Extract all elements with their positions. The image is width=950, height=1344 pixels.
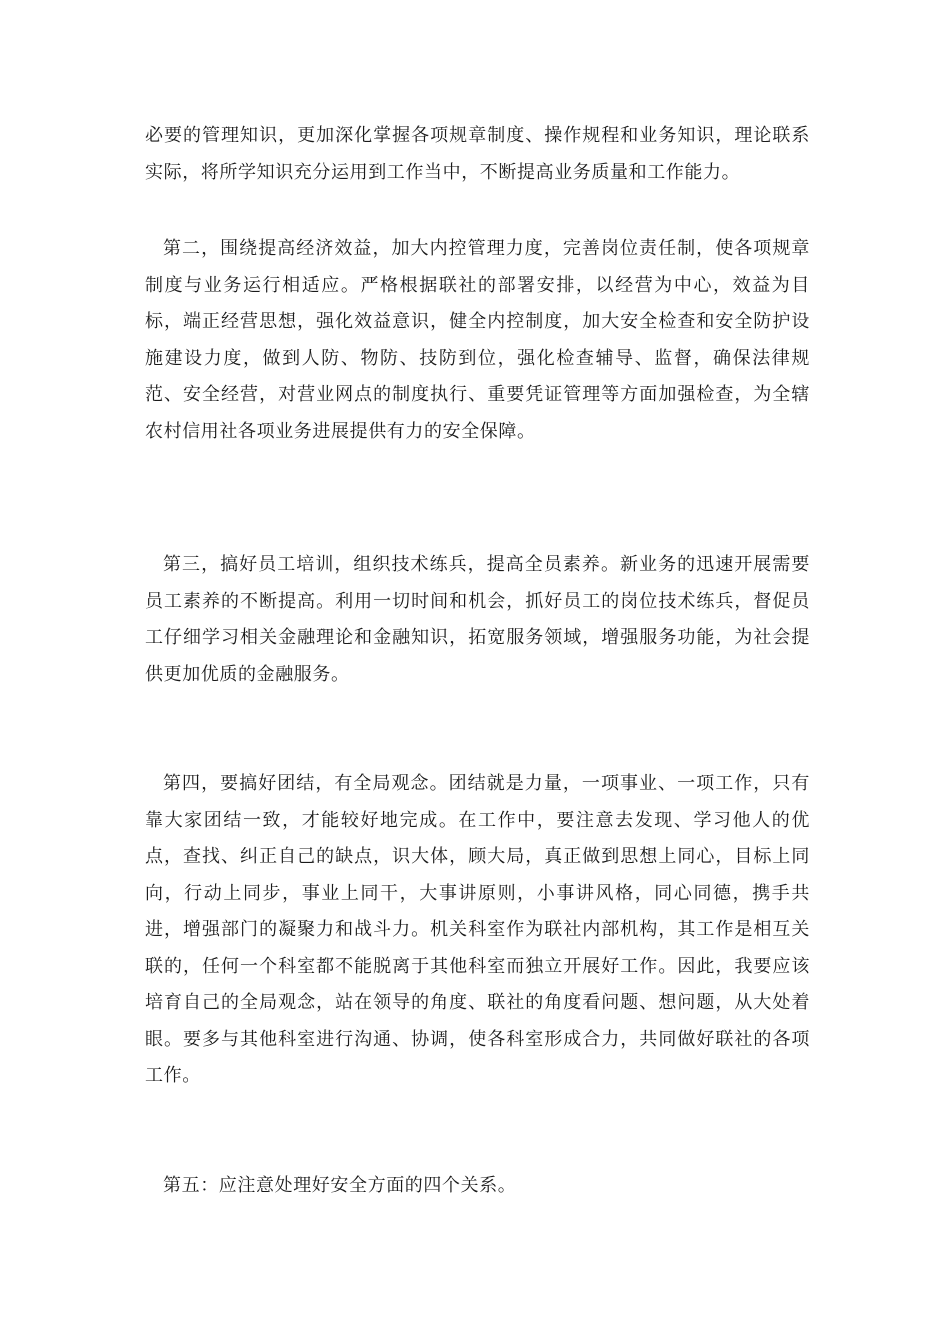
paragraph-third: 第三，搞好员工培训，组织技术练兵，提高全员素养。新业务的迅速开展需要员工素养的不断提高。利用一切时间和机会，抓好员工的岗位技术练兵，督促员工仔细学习相关金融理论和金融知识，拓宽服务领域，增强服务功能，为社会提供更加优质的金融服务。 <box>145 554 810 685</box>
paragraph-continuation: 必要的管理知识，更加深化掌握各项规章制度、操作规程和业务知识，理论联系实际，将所学知识充分运用到工作当中，不断提高业务质量和工作能力。 <box>145 125 810 183</box>
paragraph-fifth: 第五：应注意处理好安全方面的四个关系。 <box>163 1175 517 1196</box>
paragraph-fourth: 第四，要搞好团结，有全局观念。团结就是力量，一项事业、一项工作，只有靠大家团结一致，才能较好地完成。在工作中，要注意去发现、学习他人的优点，查找、纠正自己的缺点，识大体，顾大局，真正做到思想上同心，目标上同向，行动上同步，事业上同干，大事讲原则，小事讲风格，同心同德，携手共进，增强部门的凝聚力和战斗力。机关科室作为联社内部机构，其工作是相互关联的，任何一个科室都不能脱离于其他科室而独立开展好工作。因此，我要应该培育自己的全局观念，站在领导的角度、联社的角度看问题、想问题，从大处着眼。要多与其他科室进行沟通、协调，使各科室形成合力，共同做好联社的各项工作。 <box>145 773 810 1086</box>
paragraph-second: 第二，围绕提高经济效益，加大内控管理力度，完善岗位责任制，使各项规章制度与业务运行相适应。严格根据联社的部署安排，以经营为中心，效益为目标，端正经营思想，强化效益意识，健全内控制度，加大安全检查和安全防护设施建设力度，做到人防、物防、技防到位，强化检查辅导、监督，确保法律规范、安全经营，对营业网点的制度执行、重要凭证管理等方面加强检查，为全辖农村信用社各项业务进展提供有力的安全保障。 <box>145 238 810 442</box>
